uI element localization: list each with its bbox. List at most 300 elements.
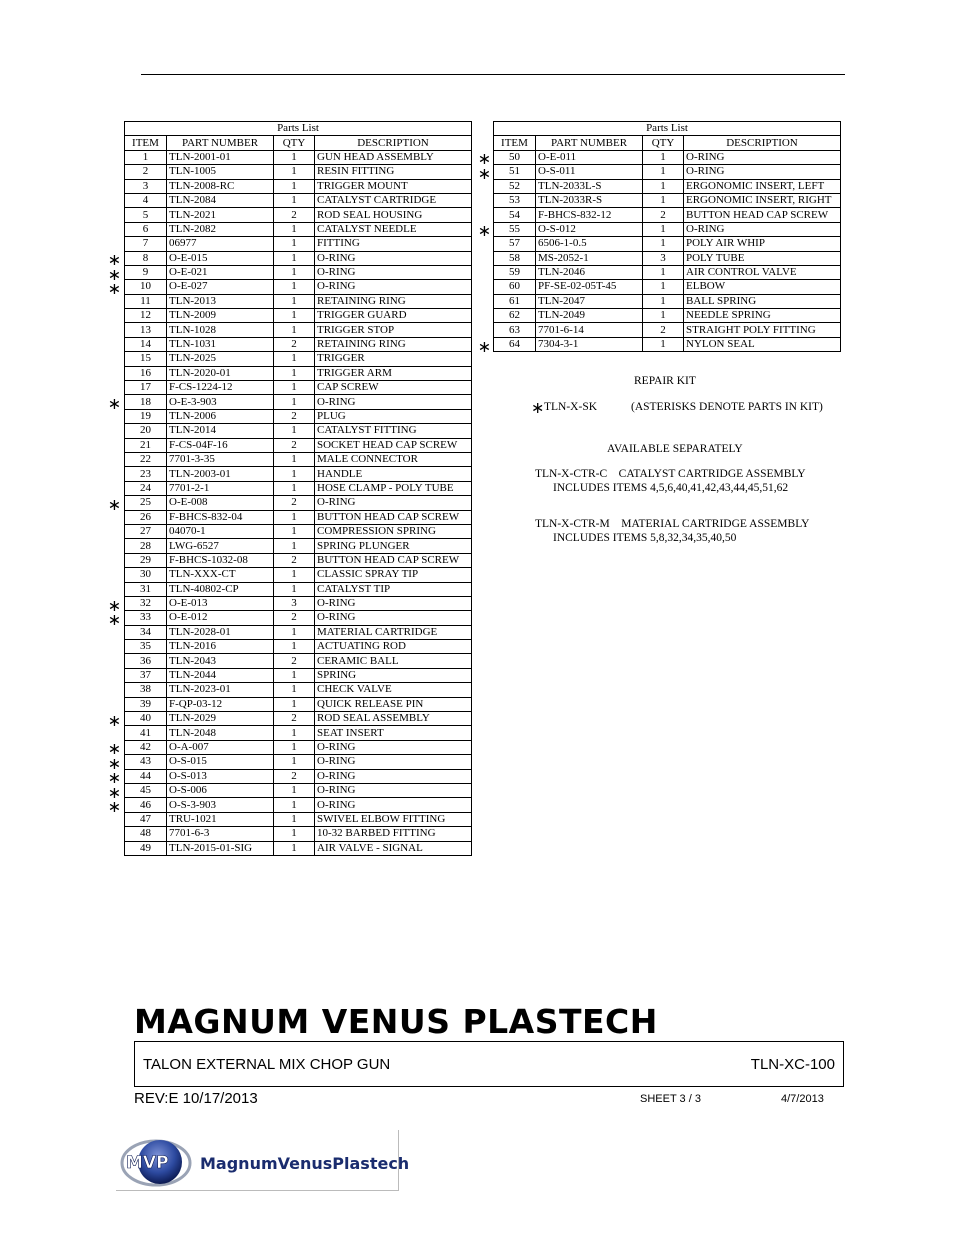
description-cell: MATERIAL CARTRIDGE <box>315 625 472 639</box>
part-number-cell: F-BHCS-1032-08 <box>167 553 274 567</box>
qty-cell: 1 <box>274 740 315 754</box>
table-row <box>125 668 472 682</box>
description-cell: O-RING <box>315 769 472 783</box>
item-cell: 16 <box>125 366 167 380</box>
part-number-cell: TLN-40802-CP <box>167 582 274 596</box>
repair-kit-asterisk: ∗ <box>531 398 545 417</box>
description-cell: SEAT INSERT <box>315 726 472 740</box>
description-cell: MALE CONNECTOR <box>315 452 472 466</box>
description-cell: CERAMIC BALL <box>315 654 472 668</box>
item-cell: 54 <box>494 208 536 222</box>
part-number-cell: O-E-013 <box>167 596 274 610</box>
part-number-cell: TLN-2008-RC <box>167 179 274 193</box>
description-cell: CAP SCREW <box>315 381 472 395</box>
part-number-cell: TLN-1031 <box>167 337 274 351</box>
part-number-cell: TLN-2025 <box>167 352 274 366</box>
table-row <box>494 309 841 323</box>
item-cell: 6 <box>125 222 167 236</box>
repair-kit-note: (ASTERISKS DENOTE PARTS IN KIT) <box>631 401 823 413</box>
qty-cell: 1 <box>274 150 315 164</box>
kit-asterisk: ∗ <box>477 336 492 356</box>
table-row <box>125 596 472 610</box>
description-cell: POLY AIR WHIP <box>684 237 841 251</box>
table-row <box>125 193 472 207</box>
qty-cell: 1 <box>274 524 315 538</box>
table-row <box>125 812 472 826</box>
kit-asterisk: ∗ <box>107 250 122 270</box>
part-number-cell: O-S-006 <box>167 783 274 797</box>
qty-cell: 1 <box>274 582 315 596</box>
qty-cell: 1 <box>643 280 684 294</box>
qty-cell: 1 <box>274 294 315 308</box>
description-cell: O-RING <box>684 165 841 179</box>
part-number-cell: TRU-1021 <box>167 812 274 826</box>
table-row <box>125 654 472 668</box>
table-row <box>494 323 841 337</box>
kit-asterisk: ∗ <box>107 753 122 773</box>
table-row <box>125 179 472 193</box>
description-cell: TRIGGER <box>315 352 472 366</box>
qty-cell: 1 <box>274 726 315 740</box>
item-cell: 27 <box>125 524 167 538</box>
kit-asterisk: ∗ <box>107 739 122 759</box>
qty-cell: 1 <box>274 381 315 395</box>
revision: REV:E 10/17/2013 <box>134 1090 258 1107</box>
item-cell: 37 <box>125 668 167 682</box>
description-cell: BUTTON HEAD CAP SCREW <box>684 208 841 222</box>
description-cell: TRIGGER MOUNT <box>315 179 472 193</box>
table-row <box>125 352 472 366</box>
logo-wordmark: MagnumVenusPlastech <box>200 1154 410 1173</box>
part-number-cell: O-S-3-903 <box>167 798 274 812</box>
repair-kit-heading: REPAIR KIT <box>634 375 696 387</box>
item-cell: 60 <box>494 280 536 294</box>
table-row <box>125 553 472 567</box>
table-row <box>125 798 472 812</box>
item-cell: 58 <box>494 251 536 265</box>
kit-asterisk: ∗ <box>107 710 122 730</box>
catalyst-cartridge-line: TLN-X-CTR-C CATALYST CARTRIDGE ASSEMBLY <box>535 468 806 480</box>
qty-cell: 2 <box>274 496 315 510</box>
table-row <box>125 611 472 625</box>
description-cell: O-RING <box>315 740 472 754</box>
kit-asterisk: ∗ <box>477 163 492 183</box>
part-number-cell: TLN-2082 <box>167 222 274 236</box>
table-row <box>125 208 472 222</box>
qty-cell: 1 <box>274 280 315 294</box>
item-cell: 11 <box>125 294 167 308</box>
part-number-cell: TLN-XXX-CT <box>167 568 274 582</box>
qty-cell: 1 <box>274 697 315 711</box>
table-row <box>125 150 472 164</box>
item-cell: 51 <box>494 165 536 179</box>
qty-cell: 1 <box>274 165 315 179</box>
item-cell: 17 <box>125 381 167 395</box>
part-number-cell: F-QP-03-12 <box>167 697 274 711</box>
top-rule <box>141 74 845 75</box>
qty-cell: 2 <box>274 438 315 452</box>
description-cell: SOCKET HEAD CAP SCREW <box>315 438 472 452</box>
qty-cell: 1 <box>274 568 315 582</box>
item-cell: 48 <box>125 827 167 841</box>
description-cell: GUN HEAD ASSEMBLY <box>315 150 472 164</box>
description-cell: NEEDLE SPRING <box>684 309 841 323</box>
part-number-cell: F-CS-1224-12 <box>167 381 274 395</box>
repair-kit-code: TLN-X-SK <box>544 401 598 413</box>
item-cell: 26 <box>125 510 167 524</box>
description-cell: O-RING <box>315 596 472 610</box>
item-cell: 47 <box>125 812 167 826</box>
part-number-cell: O-E-3-903 <box>167 395 274 409</box>
part-number-cell: TLN-2006 <box>167 409 274 423</box>
table-row <box>125 481 472 495</box>
description-cell: O-RING <box>684 150 841 164</box>
material-cartridge-includes: INCLUDES ITEMS 5,8,32,34,35,40,50 <box>553 532 737 544</box>
item-cell: 45 <box>125 783 167 797</box>
qty-cell: 1 <box>274 323 315 337</box>
description-cell: CLASSIC SPRAY TIP <box>315 568 472 582</box>
qty-cell: 1 <box>274 366 315 380</box>
part-number-cell: O-E-012 <box>167 611 274 625</box>
item-cell: 52 <box>494 179 536 193</box>
kit-asterisk: ∗ <box>107 264 122 284</box>
item-cell: 19 <box>125 409 167 423</box>
table-row <box>125 395 472 409</box>
table-row <box>125 769 472 783</box>
part-number-cell: 7701-2-1 <box>167 481 274 495</box>
part-number-cell: TLN-2043 <box>167 654 274 668</box>
item-cell: 57 <box>494 237 536 251</box>
qty-cell: 1 <box>643 265 684 279</box>
item-cell: 39 <box>125 697 167 711</box>
qty-cell: 2 <box>274 654 315 668</box>
qty-cell: 1 <box>274 395 315 409</box>
qty-cell: 1 <box>274 193 315 207</box>
description-cell: O-RING <box>315 265 472 279</box>
qty-cell: 1 <box>274 251 315 265</box>
item-cell: 7 <box>125 237 167 251</box>
qty-cell: 1 <box>274 481 315 495</box>
kit-asterisk: ∗ <box>477 221 492 241</box>
qty-cell: 1 <box>274 309 315 323</box>
description-cell: CATALYST TIP <box>315 582 472 596</box>
title-box <box>134 1041 844 1087</box>
item-cell: 28 <box>125 539 167 553</box>
description-cell: FITTING <box>315 237 472 251</box>
table-row <box>125 424 472 438</box>
description-cell: O-RING <box>315 798 472 812</box>
part-number-cell: TLN-2023-01 <box>167 683 274 697</box>
item-cell: 32 <box>125 596 167 610</box>
item-cell: 29 <box>125 553 167 567</box>
item-cell: 46 <box>125 798 167 812</box>
sheet-number: SHEET 3 / 3 <box>640 1093 701 1105</box>
description-cell: O-RING <box>315 755 472 769</box>
table-row <box>125 582 472 596</box>
parts-list-table-left <box>124 121 472 856</box>
kit-asterisk: ∗ <box>107 494 122 514</box>
qty-cell: 1 <box>274 827 315 841</box>
description-cell: BUTTON HEAD CAP SCREW <box>315 510 472 524</box>
item-cell: 33 <box>125 611 167 625</box>
part-number-cell: 7304-3-1 <box>536 337 643 351</box>
description-cell: HANDLE <box>315 467 472 481</box>
parts-list-table-right <box>493 121 841 352</box>
qty-cell: 1 <box>643 237 684 251</box>
item-cell: 50 <box>494 150 536 164</box>
part-number-cell: LWG-6527 <box>167 539 274 553</box>
item-cell: 49 <box>125 841 167 855</box>
table-row <box>125 496 472 510</box>
header-description: DESCRIPTION <box>315 136 472 150</box>
part-number-cell: TLN-2009 <box>167 309 274 323</box>
description-cell: ACTUATING ROD <box>315 640 472 654</box>
table-row <box>125 841 472 855</box>
description-cell: HOSE CLAMP - POLY TUBE <box>315 481 472 495</box>
item-cell: 22 <box>125 452 167 466</box>
description-cell: CHECK VALVE <box>315 683 472 697</box>
part-number-cell: O-E-015 <box>167 251 274 265</box>
header-item: ITEM <box>494 136 536 150</box>
qty-cell: 1 <box>274 424 315 438</box>
company-name: MAGNUM VENUS PLASTECH <box>134 1002 658 1041</box>
header-description: DESCRIPTION <box>684 136 841 150</box>
table-row <box>494 265 841 279</box>
item-cell: 62 <box>494 309 536 323</box>
material-cartridge-line: TLN-X-CTR-M MATERIAL CARTRIDGE ASSEMBLY <box>535 518 810 530</box>
description-cell: POLY TUBE <box>684 251 841 265</box>
qty-cell: 1 <box>274 352 315 366</box>
table-row <box>125 467 472 481</box>
description-cell: BALL SPRING <box>684 294 841 308</box>
table-row <box>494 208 841 222</box>
part-number-cell: TLN-2033L-S <box>536 179 643 193</box>
description-cell: ERGONOMIC INSERT, RIGHT <box>684 193 841 207</box>
qty-cell: 1 <box>274 265 315 279</box>
qty-cell: 1 <box>274 510 315 524</box>
kit-asterisk: ∗ <box>107 768 122 788</box>
table-row <box>494 222 841 236</box>
table-row <box>494 237 841 251</box>
part-number-cell: TLN-2021 <box>167 208 274 222</box>
qty-cell: 1 <box>274 798 315 812</box>
part-number-cell: TLN-2028-01 <box>167 625 274 639</box>
part-number-cell: F-CS-04F-16 <box>167 438 274 452</box>
table-row <box>125 251 472 265</box>
table-row <box>125 265 472 279</box>
qty-cell: 2 <box>274 769 315 783</box>
item-cell: 25 <box>125 496 167 510</box>
description-cell: STRAIGHT POLY FITTING <box>684 323 841 337</box>
item-cell: 4 <box>125 193 167 207</box>
item-cell: 14 <box>125 337 167 351</box>
table-row <box>494 280 841 294</box>
header-qty: QTY <box>274 136 315 150</box>
qty-cell: 1 <box>274 222 315 236</box>
item-cell: 20 <box>125 424 167 438</box>
mvp-globe-icon <box>116 1130 198 1190</box>
qty-cell: 1 <box>274 668 315 682</box>
description-cell: 10-32 BARBED FITTING <box>315 827 472 841</box>
item-cell: 34 <box>125 625 167 639</box>
qty-cell: 1 <box>643 150 684 164</box>
item-cell: 24 <box>125 481 167 495</box>
kit-asterisk: ∗ <box>107 782 122 802</box>
table-row <box>125 165 472 179</box>
kit-asterisk: ∗ <box>107 394 122 414</box>
description-cell: O-RING <box>684 222 841 236</box>
drawing-title: TALON EXTERNAL MIX CHOP GUN <box>143 1056 391 1073</box>
table-row <box>125 452 472 466</box>
table-row <box>125 625 472 639</box>
item-cell: 21 <box>125 438 167 452</box>
header-part-number: PART NUMBER <box>536 136 643 150</box>
description-cell: O-RING <box>315 496 472 510</box>
item-cell: 1 <box>125 150 167 164</box>
item-cell: 36 <box>125 654 167 668</box>
description-cell: ROD SEAL HOUSING <box>315 208 472 222</box>
description-cell: BUTTON HEAD CAP SCREW <box>315 553 472 567</box>
table-row <box>494 294 841 308</box>
description-cell: RETAINING RING <box>315 337 472 351</box>
part-number-cell: MS-2052-1 <box>536 251 643 265</box>
description-cell: O-RING <box>315 280 472 294</box>
qty-cell: 1 <box>274 783 315 797</box>
part-number-cell: TLN-2016 <box>167 640 274 654</box>
description-cell: CATALYST CARTRIDGE <box>315 193 472 207</box>
table-row <box>125 222 472 236</box>
qty-cell: 1 <box>643 222 684 236</box>
table-row <box>125 712 472 726</box>
description-cell: COMPRESSION SPRING <box>315 524 472 538</box>
item-cell: 42 <box>125 740 167 754</box>
table-row <box>125 409 472 423</box>
qty-cell: 2 <box>643 208 684 222</box>
table-row <box>494 179 841 193</box>
item-cell: 2 <box>125 165 167 179</box>
table-row <box>125 309 472 323</box>
qty-cell: 1 <box>274 452 315 466</box>
table-row <box>125 237 472 251</box>
item-cell: 61 <box>494 294 536 308</box>
table-row <box>125 568 472 582</box>
item-cell: 35 <box>125 640 167 654</box>
qty-cell: 1 <box>643 179 684 193</box>
table-row <box>125 280 472 294</box>
table-row <box>125 366 472 380</box>
table-row <box>125 524 472 538</box>
table-row <box>125 294 472 308</box>
table-row <box>494 337 841 351</box>
table-row <box>125 640 472 654</box>
part-number-cell: O-E-011 <box>536 150 643 164</box>
available-separately-heading: AVAILABLE SEPARATELY <box>607 443 743 455</box>
description-cell: ELBOW <box>684 280 841 294</box>
description-cell: O-RING <box>315 251 472 265</box>
table-row <box>125 697 472 711</box>
part-number-cell: O-S-012 <box>536 222 643 236</box>
part-number-cell: TLN-2049 <box>536 309 643 323</box>
part-number-cell: O-S-013 <box>167 769 274 783</box>
description-cell: SPRING <box>315 668 472 682</box>
qty-cell: 1 <box>274 179 315 193</box>
qty-cell: 1 <box>643 294 684 308</box>
kit-asterisk: ∗ <box>107 797 122 817</box>
qty-cell: 2 <box>643 323 684 337</box>
item-cell: 43 <box>125 755 167 769</box>
qty-cell: 2 <box>274 409 315 423</box>
description-cell: O-RING <box>315 783 472 797</box>
table-row <box>125 323 472 337</box>
qty-cell: 1 <box>274 841 315 855</box>
part-number-cell: TLN-2003-01 <box>167 467 274 481</box>
table-row <box>125 783 472 797</box>
item-cell: 31 <box>125 582 167 596</box>
part-number-cell: TLN-2044 <box>167 668 274 682</box>
kit-asterisk: ∗ <box>107 609 122 629</box>
part-number-cell: 04070-1 <box>167 524 274 538</box>
part-number-cell: 7701-6-14 <box>536 323 643 337</box>
part-number-cell: TLN-2015-01-SIG <box>167 841 274 855</box>
part-number-cell: TLN-2029 <box>167 712 274 726</box>
description-cell: SWIVEL ELBOW FITTING <box>315 812 472 826</box>
description-cell: O-RING <box>315 611 472 625</box>
part-number-cell: TLN-2047 <box>536 294 643 308</box>
part-number-cell: TLN-2020-01 <box>167 366 274 380</box>
table-row <box>125 539 472 553</box>
item-cell: 40 <box>125 712 167 726</box>
description-cell: TRIGGER STOP <box>315 323 472 337</box>
part-number-cell: TLN-1005 <box>167 165 274 179</box>
qty-cell: 1 <box>274 755 315 769</box>
qty-cell: 1 <box>274 467 315 481</box>
qty-cell: 1 <box>643 337 684 351</box>
table-row <box>125 740 472 754</box>
header-item: ITEM <box>125 136 167 150</box>
description-cell: NYLON SEAL <box>684 337 841 351</box>
qty-cell: 1 <box>643 165 684 179</box>
part-number-cell: F-BHCS-832-04 <box>167 510 274 524</box>
item-cell: 55 <box>494 222 536 236</box>
description-cell: RESIN FITTING <box>315 165 472 179</box>
table-row <box>125 438 472 452</box>
qty-cell: 2 <box>274 553 315 567</box>
item-cell: 10 <box>125 280 167 294</box>
kit-asterisk: ∗ <box>107 278 122 298</box>
description-cell: CATALYST NEEDLE <box>315 222 472 236</box>
table-row <box>494 150 841 164</box>
part-number-cell: 7701-6-3 <box>167 827 274 841</box>
part-number-cell: O-S-015 <box>167 755 274 769</box>
item-cell: 9 <box>125 265 167 279</box>
qty-cell: 2 <box>274 712 315 726</box>
item-cell: 63 <box>494 323 536 337</box>
description-cell: SPRING PLUNGER <box>315 539 472 553</box>
qty-cell: 1 <box>274 539 315 553</box>
item-cell: 8 <box>125 251 167 265</box>
kit-asterisk: ∗ <box>107 595 122 615</box>
part-number-cell: F-BHCS-832-12 <box>536 208 643 222</box>
item-cell: 23 <box>125 467 167 481</box>
part-number-cell: TLN-2046 <box>536 265 643 279</box>
description-cell: ERGONOMIC INSERT, LEFT <box>684 179 841 193</box>
item-cell: 30 <box>125 568 167 582</box>
part-number-cell: TLN-1028 <box>167 323 274 337</box>
table-row <box>125 683 472 697</box>
part-number-cell: TLN-2048 <box>167 726 274 740</box>
header-qty: QTY <box>643 136 684 150</box>
description-cell: RETAINING RING <box>315 294 472 308</box>
